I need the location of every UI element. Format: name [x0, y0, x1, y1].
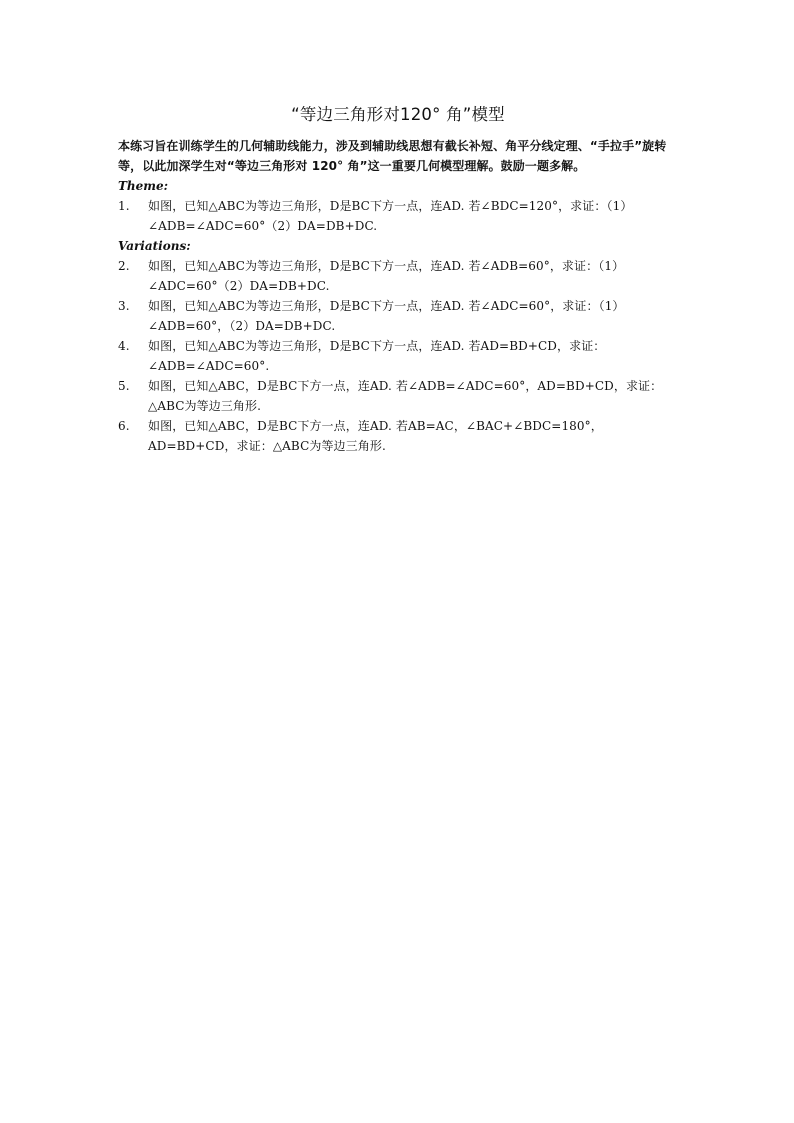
variations-heading: Variations:: [118, 239, 191, 253]
problem-text: 如图，已知△ABC，D是BC下方一点，连AD. 若AB=AC，∠BAC+∠BDC=180°，AD=BD+CD，求证：△ABC为等边三角形.: [148, 419, 603, 453]
problem-text: 如图，已知△ABC为等边三角形，D是BC下方一点，连AD. 若∠BDC=120°，求证：（1）∠ADB=∠ADC=60°（2）DA=DB+DC.: [148, 199, 633, 233]
intro-paragraph: 本练习旨在训练学生的几何辅助线能力，涉及到辅助线思想有截长补短、角平分线定理、“手拉手”旋转等，以此加深学生对“等边三角形对 120° 角”这一重要几何模型理解。鼓励一题多解。: [118, 139, 667, 173]
problem-text: 如图，已知△ABC为等边三角形，D是BC下方一点，连AD. 若∠ADC=60°，求证：（1）∠ADB=60°，（2）DA=DB+DC.: [148, 299, 625, 333]
problem-item-4: [118, 336, 678, 376]
document-content: [118, 104, 678, 456]
theme-heading: Theme:: [118, 179, 169, 193]
problem-text: 如图，已知△ABC为等边三角形，D是BC下方一点，连AD. 若∠ADB=60°，求证：（1）∠ADC=60°（2）DA=DB+DC.: [148, 259, 625, 293]
problem-number: 6.: [118, 419, 130, 433]
problem-number: 2.: [118, 259, 130, 273]
problem-item-6: [118, 416, 678, 456]
problem-number: 4.: [118, 339, 130, 353]
problem-text: 如图，已知△ABC，D是BC下方一点，连AD. 若∠ADB=∠ADC=60°，AD=BD+CD，求证：△ABC为等边三角形.: [148, 379, 663, 413]
problem-item-3: [118, 296, 678, 336]
problem-text: 如图，已知△ABC为等边三角形，D是BC下方一点，连AD. 若AD=BD+CD，求证：∠ADB=∠ADC=60°.: [148, 339, 606, 373]
problem-number: 1.: [118, 199, 130, 213]
problem-number: 3.: [118, 299, 130, 313]
problem-item-5: [118, 376, 678, 416]
problem-item-1: [118, 196, 678, 236]
page-title: “等边三角形对120° 角”模型: [291, 105, 505, 124]
problem-item-2: [118, 256, 678, 296]
problem-number: 5.: [118, 379, 130, 393]
